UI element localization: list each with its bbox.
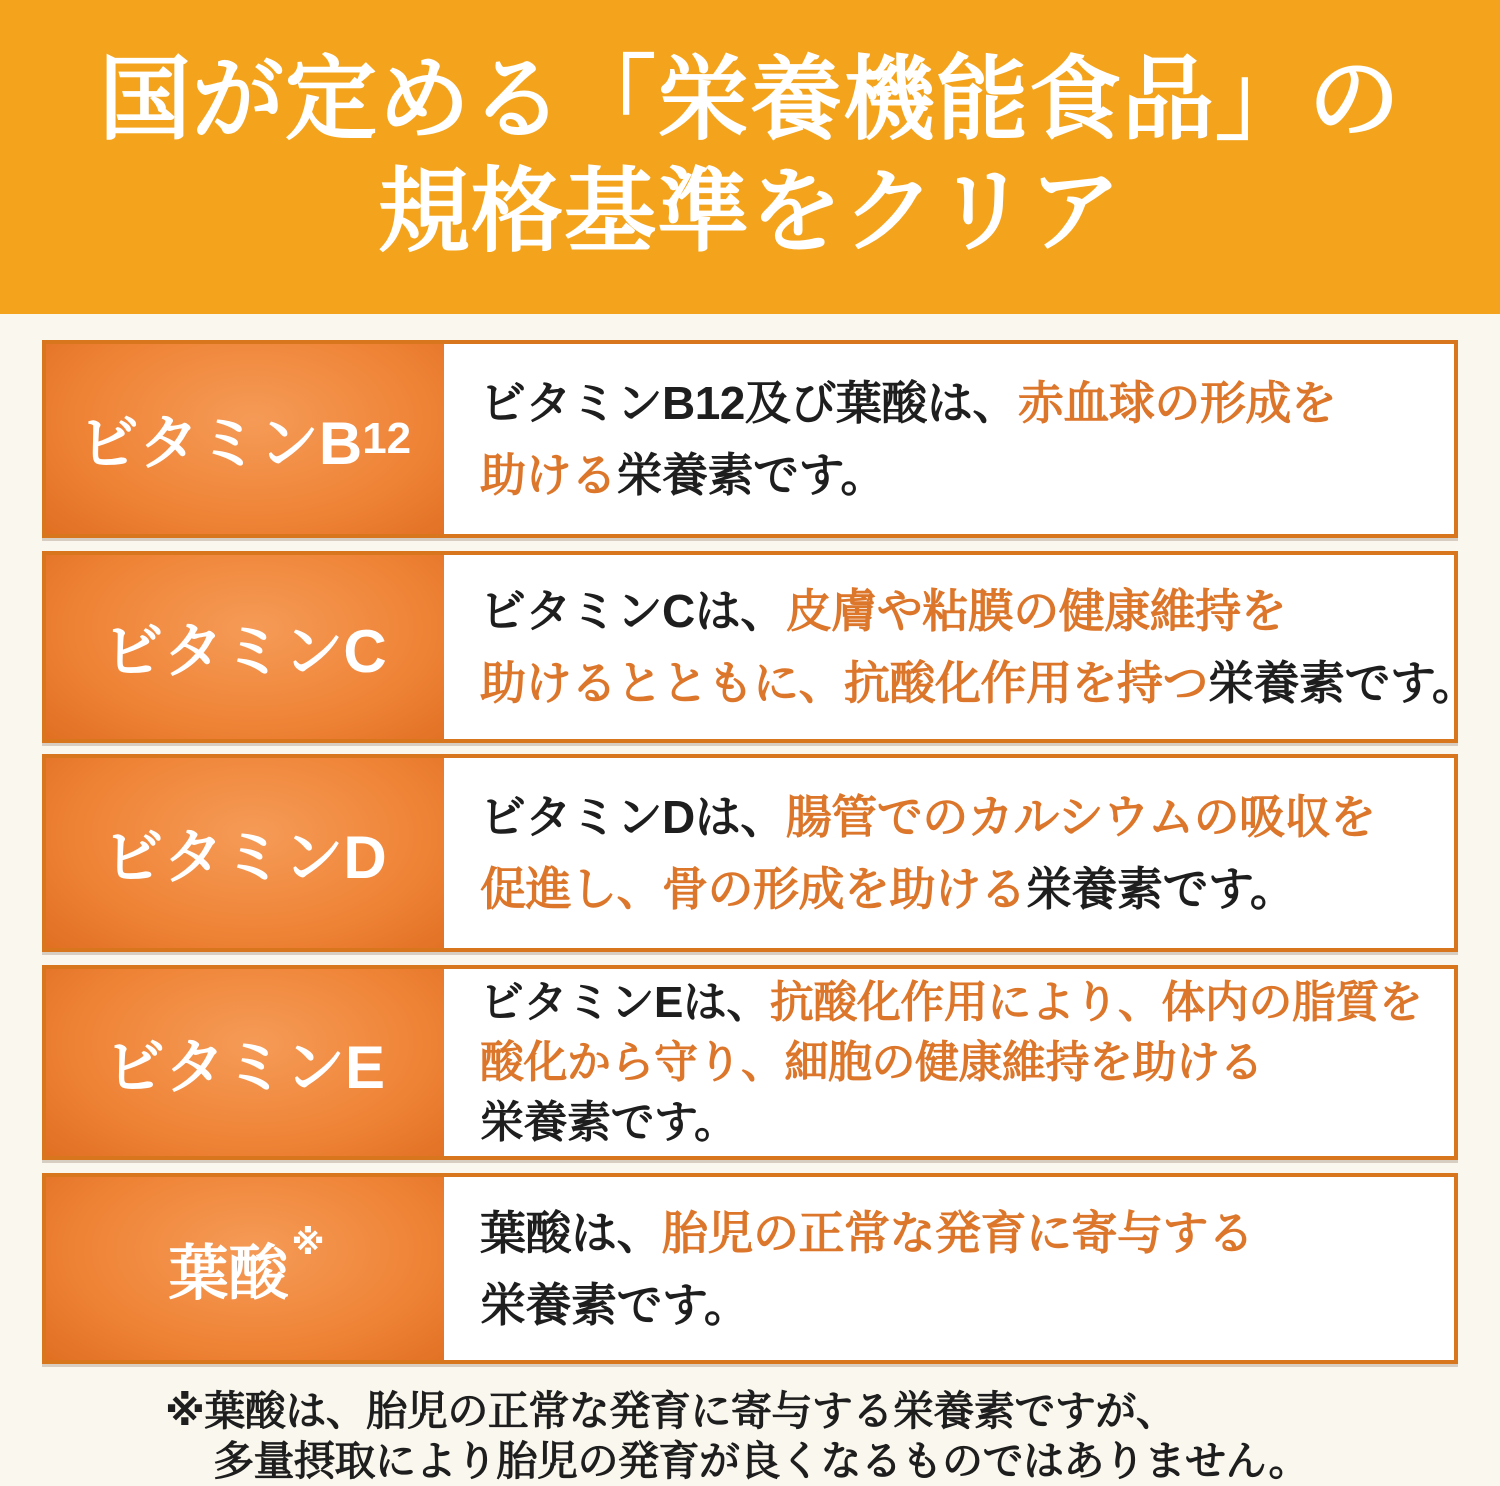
text-segment-black: 栄養素です。 xyxy=(480,1278,750,1331)
row-description-folic-acid xyxy=(444,1177,1454,1360)
row-label-vitamin-e xyxy=(46,969,444,1156)
description-line xyxy=(480,367,1454,439)
footnote xyxy=(165,1386,1309,1486)
row-inner xyxy=(46,1177,1454,1360)
row-label-part: ※ xyxy=(291,1223,325,1262)
text-segment-orange: 胎児の正常な発育に寄与する xyxy=(662,1206,1254,1259)
text-segment-orange: 抗酸化作用により、体内の脂質を xyxy=(769,977,1423,1027)
row-inner xyxy=(46,758,1454,948)
row-label-part: ビタミンE xyxy=(104,1033,386,1101)
text-segment-orange: 促進し、骨の形成を助ける xyxy=(480,863,1026,915)
text-segment-black: ビタミンB12及び葉酸は、 xyxy=(480,377,1018,429)
row-label-vitamin-d xyxy=(46,758,444,948)
row-folic-acid xyxy=(42,1173,1458,1364)
row-label-part: 12 xyxy=(362,414,412,463)
footnote-line2: 多量摂取により胎児の発育が良くなるものではありません。 xyxy=(213,1438,1309,1484)
row-label-part: 葉酸 xyxy=(168,1239,289,1307)
row-vitamin-c xyxy=(42,551,1478,743)
row-label-part: ビタミンC xyxy=(103,618,387,685)
row-vitamin-d xyxy=(42,754,1458,952)
row-description-vitamin-e xyxy=(444,969,1454,1156)
description-line xyxy=(480,439,1454,511)
text-segment-black: 栄養素です。 xyxy=(1026,863,1296,915)
description-line xyxy=(480,1197,1454,1269)
row-description-vitamin-c xyxy=(444,555,1477,739)
text-segment-black: 葉酸は、 xyxy=(480,1206,662,1259)
text-segment-black: ビタミンDは、 xyxy=(480,791,786,843)
description-line xyxy=(480,1269,1454,1341)
row-vitamin-b12 xyxy=(42,340,1458,538)
row-inner xyxy=(46,555,1478,739)
description-line xyxy=(480,647,1477,719)
banner-title-line1: 国が定める「栄養機能食品」の xyxy=(98,49,1401,151)
banner-title-line2: 規格基準をクリア xyxy=(377,161,1122,263)
row-label-vitamin-b12 xyxy=(46,344,444,534)
text-segment-black: 栄養素です。 xyxy=(616,449,886,501)
row-inner xyxy=(46,969,1454,1156)
text-segment-black: ビタミンEは、 xyxy=(480,977,770,1027)
description-line xyxy=(480,853,1454,925)
description-line xyxy=(480,575,1477,647)
row-label-folic-acid xyxy=(46,1177,444,1360)
row-label-vitamin-c xyxy=(46,555,444,739)
text-segment-orange: 皮膚や粘膜の健康維持を xyxy=(785,585,1287,637)
description-line xyxy=(480,1033,1454,1093)
text-segment-black: ビタミンCは、 xyxy=(480,585,786,637)
text-segment-black: 栄養素です。 xyxy=(480,1097,738,1147)
row-label-part: ビタミンD xyxy=(103,824,387,891)
text-segment-orange: 赤血球の形成を xyxy=(1017,377,1337,429)
description-line xyxy=(480,781,1454,853)
description-line xyxy=(480,1093,1454,1153)
text-segment-orange: 助ける xyxy=(480,449,617,501)
row-vitamin-e xyxy=(42,965,1458,1160)
row-description-vitamin-b12 xyxy=(444,344,1454,534)
row-inner xyxy=(46,344,1454,534)
header-banner xyxy=(0,0,1500,314)
row-label-part: ビタミンB xyxy=(78,410,363,477)
text-segment-orange: 助けるとともに、抗酸化作用を持つ xyxy=(480,657,1208,709)
row-description-vitamin-d xyxy=(444,758,1454,948)
description-line xyxy=(480,973,1454,1033)
text-segment-orange: 酸化から守り、細胞の健康維持を助ける xyxy=(480,1037,1263,1087)
text-segment-black: 栄養素です。 xyxy=(1208,657,1478,709)
footnote-line1: ※葉酸は、胎児の正常な発育に寄与する栄養素ですが、 xyxy=(165,1388,1177,1434)
text-segment-orange: 腸管でのカルシウムの吸収を xyxy=(785,791,1376,843)
